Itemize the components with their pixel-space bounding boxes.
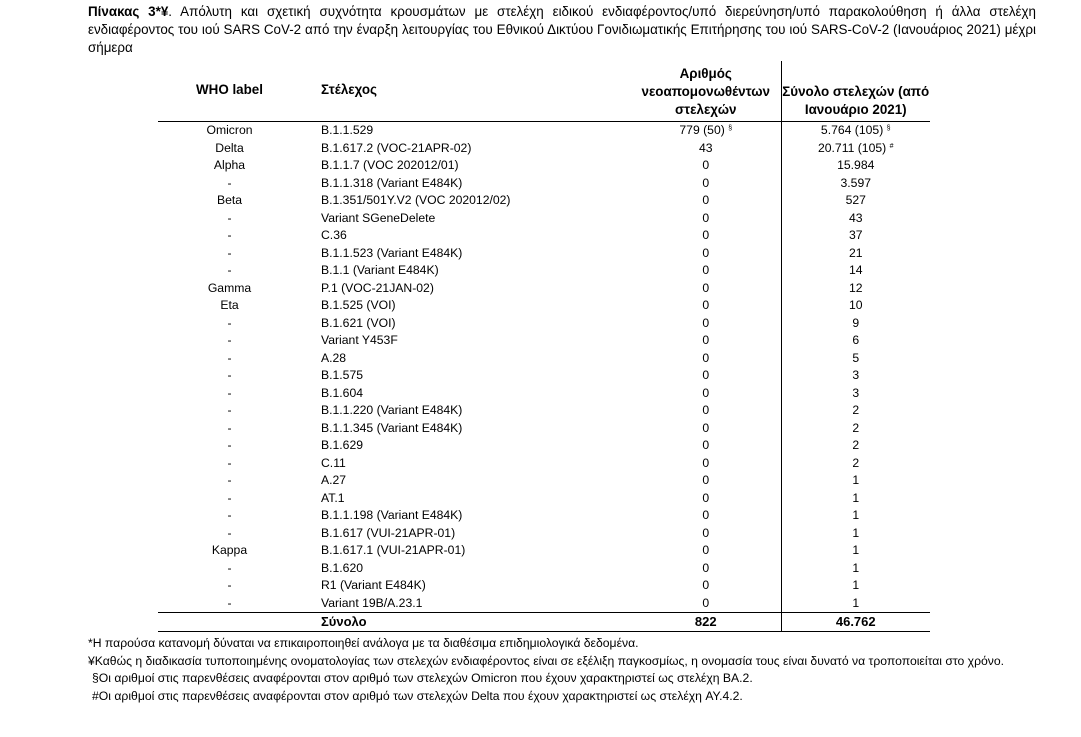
cell-isolated	[631, 315, 781, 333]
cell-strain-text: AT.1	[321, 490, 345, 505]
header-strain: Στέλεχος	[301, 61, 631, 122]
table-row	[158, 472, 930, 490]
cell-who-label-text: -	[227, 473, 232, 487]
cell-total	[781, 350, 930, 368]
footnote-hash: #Οι αριθμοί στις παρενθέσεις αναφέρονται στον αριθμό των στελεχών Delta που έχουν χαρακτηριστεί ως στελέχη AY.4.2.	[92, 688, 743, 703]
cell-total	[781, 280, 930, 298]
cell-who-label	[158, 175, 301, 193]
cell-strain	[301, 455, 631, 473]
cell-who-label	[158, 245, 301, 263]
cell-who-label	[158, 560, 301, 578]
cell-total	[781, 560, 930, 578]
cell-who-label-text: -	[227, 508, 232, 522]
cell-who-label-text: Omicron	[206, 123, 253, 137]
cell-who-label-text: -	[227, 420, 232, 435]
cell-strain-text: B.1.1.345 (Variant E484K)	[321, 420, 463, 435]
cell-total-text: 1	[852, 525, 860, 540]
cell-total-text: 3	[852, 368, 860, 382]
cell-who-label	[158, 297, 301, 315]
table-row	[158, 122, 930, 140]
cell-isolated	[631, 210, 781, 228]
table-row	[158, 210, 930, 228]
cell-who-label	[158, 595, 301, 613]
table-row	[158, 280, 930, 298]
cell-who-label-text: -	[227, 525, 232, 540]
cell-isolated-text: 0	[702, 595, 710, 610]
cell-total	[781, 402, 930, 420]
cell-total-text: 6	[852, 333, 860, 347]
cell-strain-text: B.1.604	[321, 385, 364, 400]
table-row	[158, 525, 930, 543]
cell-strain-text: B.1.617 (VUI-21APR-01)	[321, 525, 456, 540]
cell-total	[781, 367, 930, 385]
cell-strain-text: A.28	[321, 350, 347, 365]
cell-strain	[301, 437, 631, 455]
cell-strain-text: P.1 (VOC-21JAN-02)	[321, 280, 434, 295]
cell-total-text: 1	[852, 560, 860, 575]
cell-who-label-text: Gamma	[207, 280, 252, 295]
cell-who-label	[158, 455, 301, 473]
cell-total-text: 10	[848, 298, 863, 312]
cell-who-label-text: Alpha	[213, 158, 246, 172]
header-isolated: Αριθμός νεοαπομονωθέντων στελεχών	[631, 61, 781, 122]
cell-strain	[301, 490, 631, 508]
cell-strain-text: B.1.617.1 (VUI-21APR-01)	[321, 543, 466, 557]
cell-strain	[301, 525, 631, 543]
cell-isolated-text: 0	[702, 350, 710, 365]
cell-total	[781, 595, 930, 613]
cell-who-label	[158, 122, 301, 140]
cell-strain	[301, 507, 631, 525]
cell-total-text: 1	[852, 595, 860, 610]
cell-total-footnote-mark: #	[889, 142, 894, 150]
table-header-row	[158, 61, 930, 122]
table-row	[158, 192, 930, 210]
cell-who-label-text: Beta	[216, 193, 243, 207]
cell-strain-text: B.1.629	[321, 438, 364, 452]
cell-isolated	[631, 577, 781, 595]
cell-who-label	[158, 367, 301, 385]
cell-strain	[301, 350, 631, 368]
cell-isolated-text: 0	[702, 245, 710, 260]
cell-isolated-text: 0	[702, 578, 710, 592]
cell-isolated	[631, 472, 781, 490]
table-row	[158, 245, 930, 263]
cell-strain	[301, 385, 631, 403]
table-row	[158, 262, 930, 280]
cell-strain-text: B.1.1.318 (Variant E484K)	[321, 175, 463, 190]
cell-isolated-text: 0	[702, 368, 710, 382]
cell-isolated	[631, 490, 781, 508]
cell-strain	[301, 122, 631, 140]
cell-who-label	[158, 140, 301, 158]
cell-isolated-text: 0	[702, 298, 710, 312]
cell-isolated-text: 0	[702, 438, 710, 452]
footnote-section: §Οι αριθμοί στις παρενθέσεις αναφέρονται στον αριθμό των στελεχών Omicron που έχουν χαρακτηριστεί ως στελέχη BA.2.	[92, 671, 753, 685]
cell-isolated	[631, 192, 781, 210]
cell-who-label	[158, 192, 301, 210]
cell-isolated	[631, 280, 781, 298]
cell-isolated-text: 0	[702, 193, 710, 207]
cell-isolated	[631, 297, 781, 315]
cell-who-label-text: -	[227, 263, 232, 277]
table-row	[158, 385, 930, 403]
cell-total	[781, 210, 930, 228]
cell-total-text: 2	[852, 438, 860, 452]
cell-who-label	[158, 490, 301, 508]
cell-who-label	[158, 157, 301, 175]
cell-isolated	[631, 245, 781, 263]
cell-strain-text: Variant SGeneDelete	[321, 210, 436, 225]
cell-isolated-text: 0	[702, 280, 710, 295]
cell-isolated	[631, 157, 781, 175]
total-row-label: Σύνολο	[301, 613, 631, 632]
cell-strain-text: B.1.575	[321, 368, 364, 382]
cell-total	[781, 227, 930, 245]
cell-strain	[301, 245, 631, 263]
cell-strain-text: A.27	[321, 473, 347, 487]
cell-strain	[301, 157, 631, 175]
cell-isolated-text: 0	[702, 263, 710, 277]
cell-who-label	[158, 525, 301, 543]
cell-isolated-footnote-mark: §	[728, 125, 733, 132]
cell-strain-text: B.1.1.7 (VOC 202012/01)	[321, 158, 459, 172]
table-body	[158, 122, 930, 632]
cell-isolated-text: 0	[702, 420, 710, 435]
caption-text: . Απόλυτη και σχετική συχνότητα κρουσμάτων με στελέχη ειδικού ενδιαφέροντος/υπό διερεύνηση/υπό παρακολούθηση ή άλλα στελέχη ενδιαφέροντος του ιού SARS CoV-2 από την έναρξη λειτουργίας του Εθνικού Δικτύου Γονιδιωματικής Επιτήρησης του ιού SARS-CoV-2 (Ιανουάριος 2021) μέχρι σήμερα	[88, 4, 1036, 55]
cell-isolated	[631, 385, 781, 403]
cell-who-label	[158, 210, 301, 228]
cell-total-text: 12	[848, 280, 863, 295]
footnote-yen: ¥Καθώς η διαδικασία τυποποιημένης ονοματολογίας των στελεχών ενδιαφέροντος είναι σε εξέλιξη παγκοσμίως, η ονομασία τους είναι δυνατό να τροποποιείται στο χρόνο.	[88, 653, 1005, 668]
cell-isolated-text: 0	[702, 315, 710, 330]
cell-total	[781, 542, 930, 560]
cell-total	[781, 262, 930, 280]
cell-strain-text: B.1.1 (Variant E484K)	[321, 263, 439, 277]
cell-strain	[301, 227, 631, 245]
table-row	[158, 437, 930, 455]
cell-total-text: 9	[852, 315, 860, 330]
cell-who-label	[158, 402, 301, 420]
cell-isolated-text: 0	[702, 473, 710, 487]
cell-isolated	[631, 140, 781, 158]
cell-isolated-text: 0	[702, 508, 710, 522]
cell-who-label-text: -	[227, 228, 232, 242]
table-row	[158, 595, 930, 613]
cell-strain-text: R1 (Variant E484K)	[321, 578, 426, 592]
table-row	[158, 350, 930, 368]
cell-who-label-text: Delta	[215, 140, 244, 155]
cell-isolated-text: 0	[702, 455, 710, 470]
caption-lead: Πίνακας 3*¥	[88, 4, 169, 19]
cell-isolated	[631, 175, 781, 193]
cell-who-label-text: -	[227, 245, 232, 260]
total-row-empty	[158, 613, 301, 632]
cell-who-label	[158, 437, 301, 455]
cell-isolated-text: 0	[702, 228, 710, 242]
cell-total-text: 2	[852, 455, 860, 470]
cell-total-text: 3	[852, 385, 860, 400]
cell-isolated	[631, 437, 781, 455]
cell-total	[781, 507, 930, 525]
cell-total-text: 3.597	[840, 175, 871, 190]
cell-strain	[301, 332, 631, 350]
footnotes	[88, 635, 1038, 705]
cell-isolated-text: 0	[702, 543, 710, 557]
cell-isolated-text: 0	[702, 210, 710, 225]
cell-total-text: 2	[852, 420, 860, 435]
cell-strain	[301, 542, 631, 560]
cell-who-label	[158, 420, 301, 438]
cell-total	[781, 437, 930, 455]
cell-strain-text: B.1.1.220 (Variant E484K)	[321, 403, 463, 417]
cell-strain-text: Variant Y453F	[321, 333, 398, 347]
cell-total	[781, 332, 930, 350]
cell-strain	[301, 192, 631, 210]
cell-strain	[301, 402, 631, 420]
cell-isolated	[631, 595, 781, 613]
cell-strain-text: B.1.525 (VOI)	[321, 298, 396, 312]
cell-who-label	[158, 472, 301, 490]
cell-isolated	[631, 507, 781, 525]
cell-who-label-text: -	[227, 385, 232, 400]
cell-who-label-text: -	[227, 210, 232, 225]
cell-strain	[301, 577, 631, 595]
table-total-row	[158, 613, 930, 632]
cell-strain	[301, 210, 631, 228]
cell-isolated-text: 0	[702, 560, 710, 575]
cell-total	[781, 297, 930, 315]
table-row	[158, 297, 930, 315]
cell-strain	[301, 420, 631, 438]
cell-who-label	[158, 542, 301, 560]
cell-who-label-text: -	[227, 368, 232, 382]
table-row	[158, 402, 930, 420]
cell-strain-text: B.1.1.529	[321, 123, 374, 137]
cell-strain-text: B.1.351/501Y.V2 (VOC 202012/02)	[321, 193, 511, 207]
cell-strain	[301, 560, 631, 578]
table-caption	[88, 3, 1036, 57]
cell-total-text: 1	[852, 473, 860, 487]
table-row	[158, 560, 930, 578]
table-row	[158, 490, 930, 508]
cell-total	[781, 455, 930, 473]
cell-total-text: 1	[852, 543, 860, 557]
cell-total-text: 14	[848, 263, 863, 277]
cell-strain	[301, 175, 631, 193]
cell-who-label-text: -	[227, 490, 232, 505]
cell-isolated-text: 0	[702, 403, 710, 417]
cell-total-text: 43	[848, 210, 863, 225]
cell-who-label	[158, 577, 301, 595]
table-row	[158, 367, 930, 385]
cell-total-text: 5.764 (105)	[820, 123, 884, 137]
cell-isolated	[631, 420, 781, 438]
total-row-isolated: 822	[631, 613, 781, 632]
cell-strain	[301, 280, 631, 298]
cell-isolated	[631, 367, 781, 385]
cell-total-text: 1	[852, 578, 860, 592]
cell-who-label	[158, 262, 301, 280]
cell-isolated	[631, 332, 781, 350]
cell-strain	[301, 297, 631, 315]
table-row	[158, 315, 930, 333]
table-row	[158, 157, 930, 175]
cell-strain	[301, 140, 631, 158]
cell-total	[781, 245, 930, 263]
cell-total-text: 37	[848, 228, 863, 242]
cell-isolated	[631, 560, 781, 578]
cell-isolated	[631, 525, 781, 543]
cell-who-label-text: -	[227, 315, 232, 330]
table-row	[158, 455, 930, 473]
cell-who-label-text: -	[227, 333, 232, 347]
cell-strain-text: B.1.621 (VOI)	[321, 315, 396, 330]
cell-who-label	[158, 385, 301, 403]
cell-who-label-text: -	[227, 455, 232, 470]
cell-total	[781, 490, 930, 508]
cell-who-label	[158, 315, 301, 333]
cell-who-label-text: -	[227, 403, 232, 417]
cell-isolated	[631, 122, 781, 140]
cell-strain-text: B.1.1.523 (Variant E484K)	[321, 245, 463, 260]
total-row-total: 46.762	[781, 613, 930, 632]
cell-isolated-text: 43	[698, 140, 713, 155]
cell-total	[781, 157, 930, 175]
table-row	[158, 227, 930, 245]
cell-total-text: 1	[852, 490, 860, 505]
cell-isolated-text: 0	[702, 525, 710, 540]
cell-strain-text: C.36	[321, 228, 347, 242]
cell-isolated-text: 0	[702, 490, 710, 505]
cell-total	[781, 122, 930, 140]
cell-isolated-text: 0	[702, 158, 710, 172]
cell-total-text: 21	[848, 245, 863, 260]
cell-isolated	[631, 227, 781, 245]
cell-strain	[301, 367, 631, 385]
cell-who-label-text: -	[227, 595, 232, 610]
header-total: Σύνολο στελεχών (από Ιανουάριο 2021)	[781, 61, 930, 122]
table-row	[158, 175, 930, 193]
cell-total-text: 15.984	[837, 158, 875, 172]
cell-isolated	[631, 262, 781, 280]
cell-total-footnote-mark: §	[886, 125, 891, 132]
cell-strain-text: C.11	[321, 455, 346, 470]
cell-strain-text: Variant 19B/A.23.1	[321, 595, 423, 610]
cell-who-label	[158, 280, 301, 298]
cell-who-label	[158, 227, 301, 245]
header-who-label: WHO label	[158, 61, 301, 122]
cell-isolated	[631, 455, 781, 473]
cell-isolated	[631, 542, 781, 560]
cell-total-text: 5	[852, 350, 860, 365]
cell-who-label-text: Eta	[220, 298, 239, 312]
table-row	[158, 420, 930, 438]
cell-strain	[301, 262, 631, 280]
table-row	[158, 332, 930, 350]
cell-isolated	[631, 402, 781, 420]
cell-who-label-text: -	[227, 350, 232, 365]
cell-total-text: 527	[845, 193, 866, 207]
table-row	[158, 140, 930, 158]
cell-who-label	[158, 350, 301, 368]
cell-who-label	[158, 507, 301, 525]
table-row	[158, 507, 930, 525]
cell-strain	[301, 315, 631, 333]
table-row	[158, 542, 930, 560]
cell-who-label	[158, 332, 301, 350]
variants-table	[158, 61, 930, 632]
cell-who-label-text: Kappa	[211, 543, 248, 557]
cell-who-label-text: -	[227, 578, 232, 592]
cell-total	[781, 192, 930, 210]
cell-total-text: 2	[852, 403, 860, 417]
cell-who-label-text: -	[227, 175, 232, 190]
cell-strain-text: B.1.620	[321, 560, 364, 575]
cell-total	[781, 525, 930, 543]
cell-total	[781, 385, 930, 403]
cell-total	[781, 140, 930, 158]
cell-total	[781, 472, 930, 490]
cell-total	[781, 315, 930, 333]
cell-total	[781, 577, 930, 595]
cell-isolated-text: 0	[702, 175, 710, 190]
cell-who-label-text: -	[227, 560, 232, 575]
cell-strain-text: B.1.617.2 (VOC-21APR-02)	[321, 140, 472, 155]
footnote-asterisk: *Η παρούσα κατανομή δύναται να επικαιροποιηθεί ανάλογα με τα διαθέσιμα επιδημιολογικά δεδομένα.	[88, 636, 639, 650]
cell-isolated	[631, 350, 781, 368]
cell-isolated-text: 0	[702, 385, 710, 400]
cell-strain-text: B.1.1.198 (Variant E484K)	[321, 508, 463, 522]
cell-total	[781, 175, 930, 193]
cell-isolated-text: 0	[702, 333, 710, 347]
cell-total-text: 1	[852, 508, 860, 522]
cell-total-text: 20.711 (105)	[817, 140, 887, 155]
table-row	[158, 577, 930, 595]
cell-strain	[301, 595, 631, 613]
variants-table-container	[158, 61, 930, 632]
cell-isolated-text: 779 (50)	[679, 123, 725, 137]
cell-who-label-text: -	[227, 438, 232, 452]
cell-strain	[301, 472, 631, 490]
cell-total	[781, 420, 930, 438]
